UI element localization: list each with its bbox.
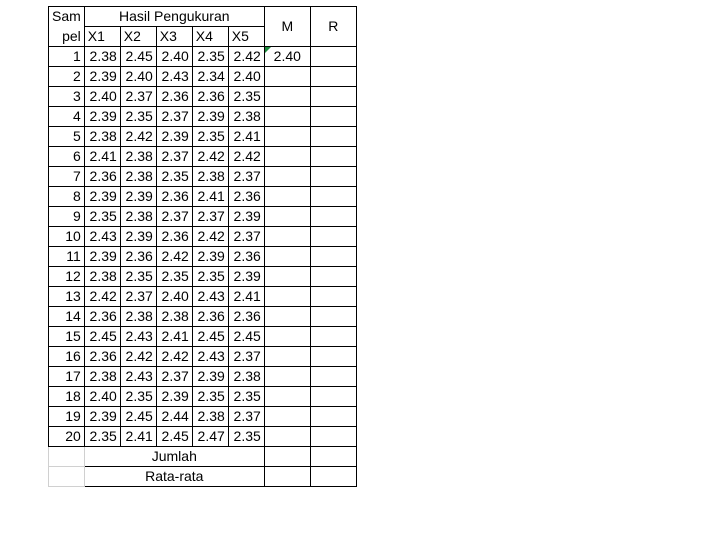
x5-value-cell[interactable]: 2.35	[228, 427, 264, 447]
x4-value-cell[interactable]: 2.43	[192, 287, 228, 307]
x1-value-cell[interactable]: 2.38	[84, 47, 120, 67]
x1-value-cell[interactable]: 2.36	[84, 307, 120, 327]
sample-number-cell[interactable]: 5	[49, 127, 85, 147]
sample-number-cell[interactable]: 19	[49, 407, 85, 427]
r-value-cell[interactable]	[310, 367, 356, 387]
x3-value-cell[interactable]: 2.37	[156, 147, 192, 167]
sample-number-cell[interactable]: 6	[49, 147, 85, 167]
col-header-x3[interactable]: X3	[156, 27, 192, 47]
m-value-cell[interactable]	[264, 307, 310, 327]
x2-value-cell[interactable]: 2.38	[120, 167, 156, 187]
jumlah-m-cell[interactable]	[264, 447, 310, 467]
m-value-cell[interactable]	[264, 387, 310, 407]
x3-value-cell[interactable]: 2.43	[156, 67, 192, 87]
m-value-cell[interactable]	[264, 67, 310, 87]
x2-value-cell[interactable]: 2.39	[120, 187, 156, 207]
table-row	[49, 367, 357, 387]
x4-value-cell[interactable]: 2.47	[192, 427, 228, 447]
sample-number-cell[interactable]: 9	[49, 207, 85, 227]
sample-number-cell[interactable]: 7	[49, 167, 85, 187]
x2-value-cell[interactable]: 2.38	[120, 307, 156, 327]
rata-rata-blank-cell[interactable]	[49, 467, 85, 487]
jumlah-row	[49, 447, 357, 467]
r-value-cell[interactable]	[310, 147, 356, 167]
col-header-x4[interactable]: X4	[192, 27, 228, 47]
m-value-cell[interactable]	[264, 367, 310, 387]
x4-value-cell[interactable]: 2.35	[192, 387, 228, 407]
x5-value-cell[interactable]: 2.42	[228, 147, 264, 167]
sample-number-cell[interactable]: 14	[49, 307, 85, 327]
x2-value-cell[interactable]: 2.38	[120, 147, 156, 167]
sample-number-cell[interactable]: 8	[49, 187, 85, 207]
x3-value-cell[interactable]: 2.37	[156, 207, 192, 227]
x5-value-cell[interactable]: 2.42	[228, 47, 264, 67]
x5-value-cell[interactable]: 2.37	[228, 167, 264, 187]
x3-value-cell[interactable]: 2.40	[156, 47, 192, 67]
m-value-cell[interactable]	[264, 47, 310, 67]
m-value-cell[interactable]	[264, 407, 310, 427]
x5-value-cell[interactable]: 2.41	[228, 127, 264, 147]
sample-number-cell[interactable]: 10	[49, 227, 85, 247]
group-title-cell[interactable]: Hasil Pengukuran	[84, 7, 264, 27]
m-value-cell[interactable]	[264, 247, 310, 267]
x1-value-cell[interactable]: 2.35	[84, 207, 120, 227]
x2-value-cell[interactable]: 2.45	[120, 407, 156, 427]
x1-value-cell[interactable]: 2.38	[84, 127, 120, 147]
r-value-cell[interactable]	[310, 87, 356, 107]
x2-value-cell[interactable]: 2.37	[120, 287, 156, 307]
x3-value-cell[interactable]: 2.45	[156, 427, 192, 447]
m-value-cell[interactable]	[264, 267, 310, 287]
x4-value-cell[interactable]: 2.41	[192, 187, 228, 207]
r-value-cell[interactable]	[310, 107, 356, 127]
comment-indicator-icon	[265, 47, 271, 53]
sample-number-cell[interactable]: 4	[49, 107, 85, 127]
x5-value-cell[interactable]: 2.38	[228, 107, 264, 127]
x4-value-cell[interactable]: 2.37	[192, 207, 228, 227]
x1-value-cell[interactable]: 2.40	[84, 387, 120, 407]
sample-number-cell[interactable]: 2	[49, 67, 85, 87]
x4-value-cell[interactable]: 2.36	[192, 87, 228, 107]
x2-value-cell[interactable]: 2.37	[120, 87, 156, 107]
table-row	[49, 207, 357, 227]
table-row	[49, 327, 357, 347]
x3-value-cell[interactable]: 2.35	[156, 167, 192, 187]
sample-number-cell[interactable]: 13	[49, 287, 85, 307]
sample-number-cell[interactable]: 17	[49, 367, 85, 387]
x5-value-cell[interactable]: 2.41	[228, 287, 264, 307]
x4-value-cell[interactable]: 2.45	[192, 327, 228, 347]
r-value-cell[interactable]	[310, 307, 356, 327]
table-row	[49, 247, 357, 267]
x5-value-cell[interactable]: 2.36	[228, 307, 264, 327]
r-value-cell[interactable]	[310, 387, 356, 407]
r-value-cell[interactable]	[310, 227, 356, 247]
m-value-cell[interactable]	[264, 347, 310, 367]
x2-value-cell[interactable]: 2.41	[120, 427, 156, 447]
x4-value-cell[interactable]: 2.38	[192, 167, 228, 187]
x3-value-cell[interactable]: 2.36	[156, 227, 192, 247]
x2-value-cell[interactable]: 2.38	[120, 207, 156, 227]
x2-value-cell[interactable]: 2.36	[120, 247, 156, 267]
sample-number-cell[interactable]: 20	[49, 427, 85, 447]
m-value-cell[interactable]	[264, 107, 310, 127]
x2-value-cell[interactable]: 2.40	[120, 67, 156, 87]
table-row	[49, 167, 357, 187]
x1-value-cell[interactable]: 2.39	[84, 107, 120, 127]
x1-value-cell[interactable]: 2.39	[84, 247, 120, 267]
x4-value-cell[interactable]: 2.42	[192, 147, 228, 167]
r-value-cell[interactable]	[310, 187, 356, 207]
m-value-cell[interactable]	[264, 327, 310, 347]
x4-value-cell[interactable]: 2.42	[192, 227, 228, 247]
rata-rata-label[interactable]: Rata-rata	[84, 467, 264, 487]
x1-value-cell[interactable]: 2.45	[84, 327, 120, 347]
m-value-cell[interactable]	[264, 427, 310, 447]
r-value-cell[interactable]	[310, 267, 356, 287]
x3-value-cell[interactable]: 2.36	[156, 87, 192, 107]
table-row	[49, 267, 357, 287]
table-row	[49, 87, 357, 107]
x5-value-cell[interactable]: 2.36	[228, 247, 264, 267]
jumlah-label[interactable]: Jumlah	[84, 447, 264, 467]
x5-value-cell[interactable]: 2.40	[228, 67, 264, 87]
x3-value-cell[interactable]: 2.44	[156, 407, 192, 427]
sample-number-cell[interactable]: 11	[49, 247, 85, 267]
x5-value-cell[interactable]: 2.35	[228, 387, 264, 407]
x3-value-cell[interactable]: 2.37	[156, 107, 192, 127]
sample-number-cell[interactable]: 16	[49, 347, 85, 367]
rata-rata-row	[49, 467, 357, 487]
m-value-cell[interactable]	[264, 167, 310, 187]
sample-number-cell[interactable]: 1	[49, 47, 85, 67]
table-row	[49, 387, 357, 407]
x3-value-cell[interactable]: 2.38	[156, 307, 192, 327]
sample-number-cell[interactable]: 18	[49, 387, 85, 407]
x1-value-cell[interactable]: 2.39	[84, 187, 120, 207]
r-value-cell[interactable]	[310, 207, 356, 227]
x1-value-cell[interactable]: 2.38	[84, 367, 120, 387]
r-value-cell[interactable]	[310, 127, 356, 147]
m-value-text: 2.40	[273, 48, 301, 64]
measurement-table	[48, 6, 357, 487]
x5-value-cell[interactable]: 2.37	[228, 347, 264, 367]
sample-number-cell[interactable]: 3	[49, 87, 85, 107]
table-row	[49, 187, 357, 207]
x1-value-cell[interactable]: 2.39	[84, 407, 120, 427]
x4-value-cell[interactable]: 2.38	[192, 407, 228, 427]
sample-header-top[interactable]: Sam	[49, 7, 85, 27]
x2-value-cell[interactable]: 2.43	[120, 327, 156, 347]
x4-value-cell[interactable]: 2.36	[192, 307, 228, 327]
x4-value-cell[interactable]: 2.39	[192, 247, 228, 267]
table-row	[49, 347, 357, 367]
x3-value-cell[interactable]: 2.42	[156, 347, 192, 367]
x1-value-cell[interactable]: 2.39	[84, 67, 120, 87]
jumlah-blank-cell[interactable]	[49, 447, 85, 467]
x1-value-cell[interactable]: 2.42	[84, 287, 120, 307]
x1-value-cell[interactable]: 2.40	[84, 87, 120, 107]
x3-value-cell[interactable]: 2.36	[156, 187, 192, 207]
table-row	[49, 287, 357, 307]
x5-value-cell[interactable]: 2.37	[228, 227, 264, 247]
table-row	[49, 407, 357, 427]
x3-value-cell[interactable]: 2.40	[156, 287, 192, 307]
x3-value-cell[interactable]: 2.42	[156, 247, 192, 267]
r-header-cell[interactable]: R	[310, 7, 356, 47]
m-value-cell[interactable]	[264, 227, 310, 247]
table-row	[49, 147, 357, 167]
col-header-x5[interactable]: X5	[228, 27, 264, 47]
r-value-cell[interactable]	[310, 167, 356, 187]
m-value-cell[interactable]	[264, 207, 310, 227]
table-row	[49, 127, 357, 147]
x4-value-cell[interactable]: 2.43	[192, 347, 228, 367]
r-value-cell[interactable]	[310, 427, 356, 447]
col-header-x1[interactable]: X1	[84, 27, 120, 47]
x2-value-cell[interactable]: 2.39	[120, 227, 156, 247]
x5-value-cell[interactable]: 2.35	[228, 87, 264, 107]
x4-value-cell[interactable]: 2.35	[192, 127, 228, 147]
sample-number-cell[interactable]: 12	[49, 267, 85, 287]
rata-rata-m-cell[interactable]	[264, 467, 310, 487]
x4-value-cell[interactable]: 2.35	[192, 47, 228, 67]
m-value-cell[interactable]	[264, 87, 310, 107]
table-row	[49, 227, 357, 247]
x2-value-cell[interactable]: 2.35	[120, 107, 156, 127]
x3-value-cell[interactable]: 2.35	[156, 267, 192, 287]
x5-value-cell[interactable]: 2.45	[228, 327, 264, 347]
x3-value-cell[interactable]: 2.39	[156, 387, 192, 407]
m-value-cell[interactable]	[264, 287, 310, 307]
r-value-cell[interactable]	[310, 287, 356, 307]
sample-header-bottom[interactable]: pel	[49, 27, 85, 47]
x1-value-cell[interactable]: 2.36	[84, 347, 120, 367]
r-value-cell[interactable]	[310, 47, 356, 67]
table-row	[49, 427, 357, 447]
x2-value-cell[interactable]: 2.45	[120, 47, 156, 67]
jumlah-r-cell[interactable]	[310, 447, 356, 467]
x3-value-cell[interactable]: 2.41	[156, 327, 192, 347]
table-row	[49, 307, 357, 327]
x2-value-cell[interactable]: 2.35	[120, 267, 156, 287]
x3-value-cell[interactable]: 2.39	[156, 127, 192, 147]
x2-value-cell[interactable]: 2.35	[120, 387, 156, 407]
table-row	[49, 67, 357, 87]
x1-value-cell[interactable]: 2.35	[84, 427, 120, 447]
table-row	[49, 107, 357, 127]
x2-value-cell[interactable]: 2.42	[120, 127, 156, 147]
x1-value-cell[interactable]: 2.43	[84, 227, 120, 247]
x4-value-cell[interactable]: 2.34	[192, 67, 228, 87]
x5-value-cell[interactable]: 2.39	[228, 267, 264, 287]
r-value-cell[interactable]	[310, 327, 356, 347]
x1-value-cell[interactable]: 2.36	[84, 167, 120, 187]
x5-value-cell[interactable]: 2.36	[228, 187, 264, 207]
rata-rata-r-cell[interactable]	[310, 467, 356, 487]
x3-value-cell[interactable]: 2.37	[156, 367, 192, 387]
m-value-cell[interactable]	[264, 127, 310, 147]
x2-value-cell[interactable]: 2.42	[120, 347, 156, 367]
x5-value-cell[interactable]: 2.39	[228, 207, 264, 227]
m-value-cell[interactable]	[264, 187, 310, 207]
r-value-cell[interactable]	[310, 67, 356, 87]
r-value-cell[interactable]	[310, 407, 356, 427]
table-row	[49, 47, 357, 67]
x4-value-cell[interactable]: 2.35	[192, 267, 228, 287]
x5-value-cell[interactable]: 2.38	[228, 367, 264, 387]
x4-value-cell[interactable]: 2.39	[192, 367, 228, 387]
m-header-cell[interactable]: M	[264, 7, 310, 47]
x1-value-cell[interactable]: 2.38	[84, 267, 120, 287]
sample-number-cell[interactable]: 15	[49, 327, 85, 347]
header-row-1	[49, 7, 357, 27]
m-value-cell[interactable]	[264, 147, 310, 167]
r-value-cell[interactable]	[310, 247, 356, 267]
x4-value-cell[interactable]: 2.39	[192, 107, 228, 127]
r-value-cell[interactable]	[310, 347, 356, 367]
x5-value-cell[interactable]: 2.37	[228, 407, 264, 427]
x1-value-cell[interactable]: 2.41	[84, 147, 120, 167]
col-header-x2[interactable]: X2	[120, 27, 156, 47]
x2-value-cell[interactable]: 2.43	[120, 367, 156, 387]
